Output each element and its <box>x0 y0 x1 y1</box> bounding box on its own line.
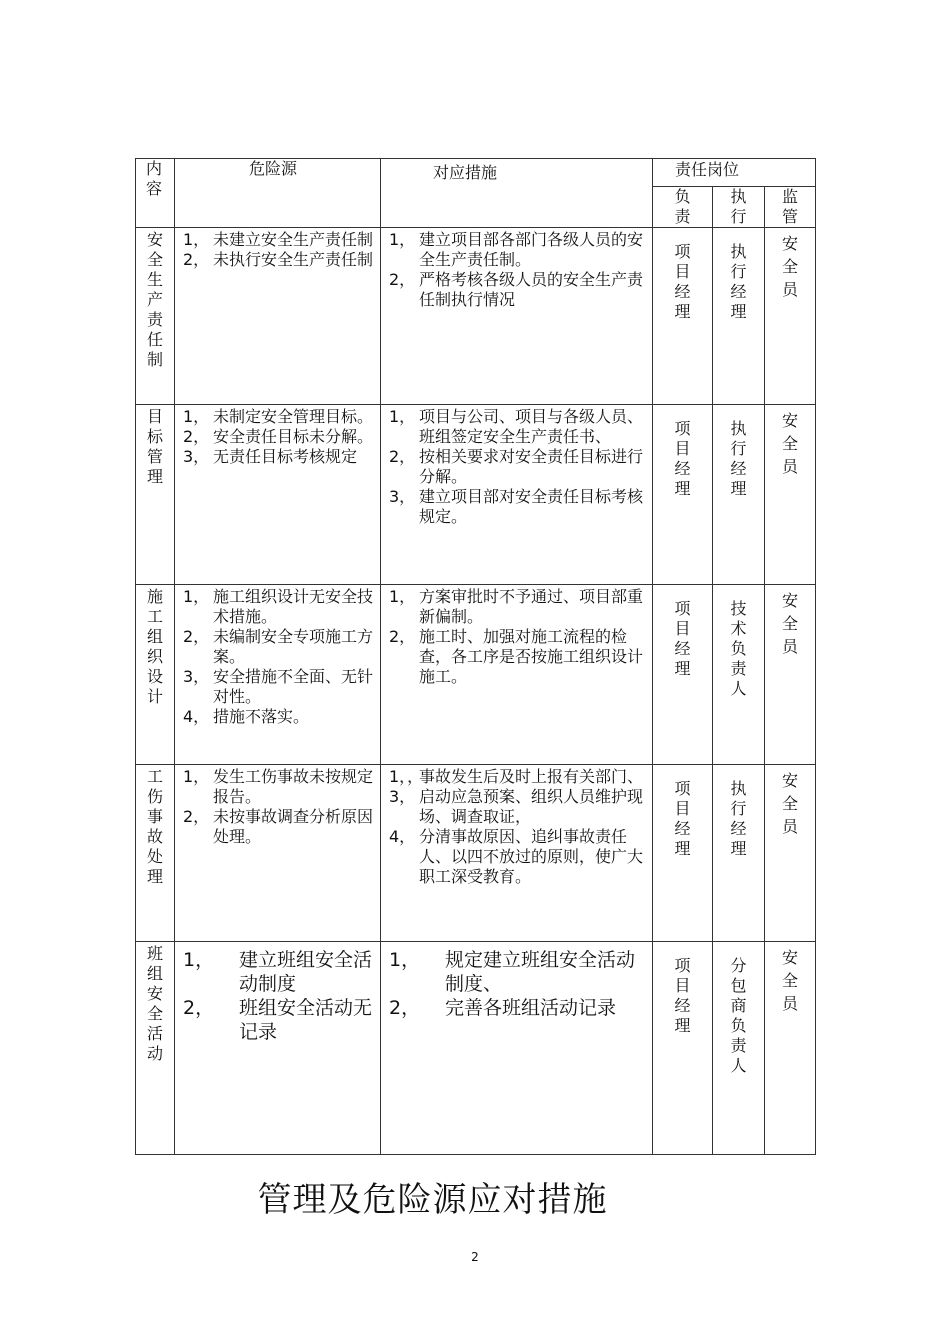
row-supervisor: 安 全 员 <box>765 765 816 942</box>
row-supervisor: 安 全 员 <box>765 942 816 1155</box>
row-executor: 技 术 负 责 人 <box>713 585 765 765</box>
list-item: 1，， 事故发生后及时上报有关部门、 <box>389 767 644 786</box>
list-item: 2， 按相关要求对安全责任目标进行分解。 <box>389 447 644 486</box>
row-supervisor: 安 全 员 <box>765 228 816 405</box>
list-item: 4， 分清事故原因、追纠事故责任人、以四不放过的原则，使广大职工深受教育。 <box>389 827 644 886</box>
table-row <box>136 585 816 765</box>
row-executor: 执 行 经 理 <box>713 405 765 585</box>
header-executor: 执 行 <box>713 187 765 228</box>
list-item: 1， 未建立安全生产责任制 <box>183 230 374 249</box>
table-row <box>136 228 816 405</box>
list-item: 2， 完善各班组活动记录 <box>389 997 617 1019</box>
row-executor: 分 包 商 负 责 人 <box>713 942 765 1155</box>
row-content: 目 标 管 理 <box>136 405 175 585</box>
row-hazards <box>175 228 381 405</box>
list-item: 1， 项目与公司、项目与各级人员、班组签定安全生产责任书、 <box>389 407 644 446</box>
row-content: 安 全 生 产 责 任 制 <box>136 228 175 405</box>
list-item: 1， 建立班组安全活动制度 <box>183 949 373 995</box>
list-item: 2， 施工时、加强对施工流程的检查，各工序是否按施工组织设计施工。 <box>389 627 644 686</box>
list-item: 1， 未制定安全管理目标。 <box>183 407 374 426</box>
row-responsible: 项 目 经 理 <box>653 405 713 585</box>
header-hazard: 危险源 <box>175 159 381 228</box>
list-item: 1， 方案审批时不予通过、项目部重新偏制。 <box>389 587 644 626</box>
list-item: 2， 班组安全活动无记录 <box>183 997 373 1043</box>
list-item: 1， 施工组织设计无安全技术措施。 <box>183 587 374 626</box>
document-title: 管理及危险源应对措施 <box>257 1180 608 1220</box>
row-hazards <box>175 765 381 942</box>
header-measures: 对应措施 <box>381 159 653 228</box>
row-responsible: 项 目 经 理 <box>653 765 713 942</box>
table-row <box>136 942 816 1155</box>
row-measures <box>381 765 653 942</box>
row-hazards <box>175 942 381 1155</box>
row-measures <box>381 585 653 765</box>
list-item: 3， 无责任目标考核规定 <box>183 447 358 466</box>
list-item: 1， 规定建立班组安全活动制度、 <box>389 949 636 995</box>
hazard-measures-table <box>135 158 816 1155</box>
list-item: 3， 建立项目部对安全责任目标考核规定。 <box>389 487 644 526</box>
row-measures <box>381 405 653 585</box>
row-hazards <box>175 585 381 765</box>
row-executor: 执 行 经 理 <box>713 228 765 405</box>
list-item: 2， 未编制安全专项施工方案。 <box>183 627 374 666</box>
list-item: 3， 安全措施不全面、无针对性。 <box>183 667 374 706</box>
list-item: 1， 发生工伤事故未按规定报告。 <box>183 767 374 806</box>
list-item: 4， 措施不落实。 <box>183 707 310 726</box>
row-responsible: 项 目 经 理 <box>653 228 713 405</box>
list-item: 3， 启动应急预案、组织人员维护现场、调查取证， <box>389 787 644 826</box>
row-content: 施 工 组 织 设 计 <box>136 585 175 765</box>
header-supervisor: 监 管 <box>765 187 816 228</box>
list-item: 2， 严格考核各级人员的安全生产责任制执行情况 <box>389 270 644 309</box>
header-responsible: 负 责 <box>653 187 713 228</box>
row-supervisor: 安 全 员 <box>765 405 816 585</box>
row-measures <box>381 942 653 1155</box>
row-responsible: 项 目 经 理 <box>653 942 713 1155</box>
table-row <box>136 765 816 942</box>
row-content: 工 伤 事 故 处 理 <box>136 765 175 942</box>
row-measures <box>381 228 653 405</box>
header-content: 内 容 <box>136 159 175 228</box>
list-item: 2， 未执行安全生产责任制 <box>183 250 374 269</box>
row-supervisor: 安 全 员 <box>765 585 816 765</box>
list-item: 2， 未按事故调查分析原因处理。 <box>183 807 374 846</box>
row-hazards <box>175 405 381 585</box>
list-item: 1， 建立项目部各部门各级人员的安全生产责任制。 <box>389 230 644 269</box>
row-responsible: 项 目 经 理 <box>653 585 713 765</box>
page-number: 2 <box>471 1250 479 1264</box>
header-responsibility: 责任岗位 <box>653 159 816 187</box>
row-content: 班 组 安 全 活 动 <box>136 942 175 1155</box>
table-row <box>136 405 816 585</box>
list-item: 2， 安全责任目标未分解。 <box>183 427 374 446</box>
row-executor: 执 行 经 理 <box>713 765 765 942</box>
